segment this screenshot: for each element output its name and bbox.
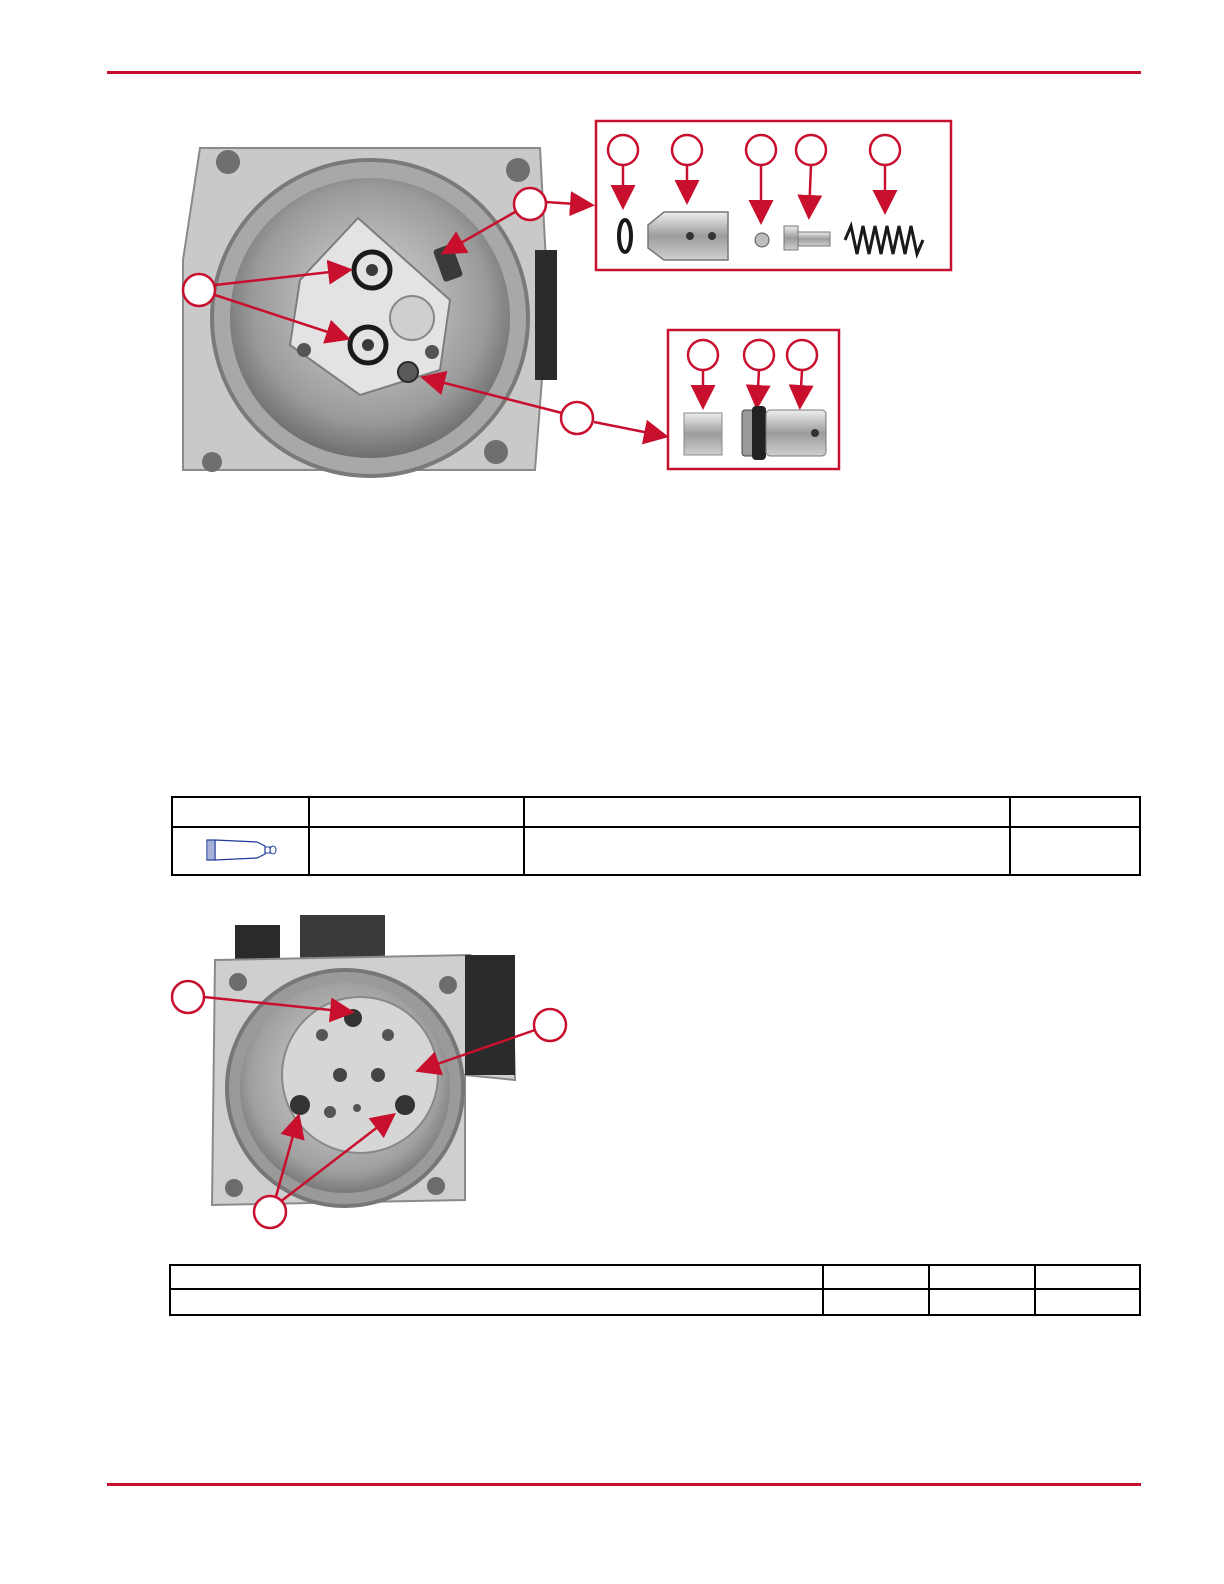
value-cell: [823, 1289, 929, 1315]
header-cell: [1035, 1265, 1140, 1289]
description-cell: [170, 1289, 823, 1315]
footer-rule: [107, 1483, 1141, 1486]
value-cell: [929, 1289, 1035, 1315]
torque-table: [169, 1264, 1141, 1316]
value-cell: [1035, 1289, 1140, 1315]
torque-table-header: [170, 1265, 1140, 1289]
header-cell: [929, 1265, 1035, 1289]
header-cell: [823, 1265, 929, 1289]
torque-table-row: [170, 1289, 1140, 1315]
valve-plate-housing-photo: [212, 915, 515, 1206]
header-cell: [170, 1265, 823, 1289]
